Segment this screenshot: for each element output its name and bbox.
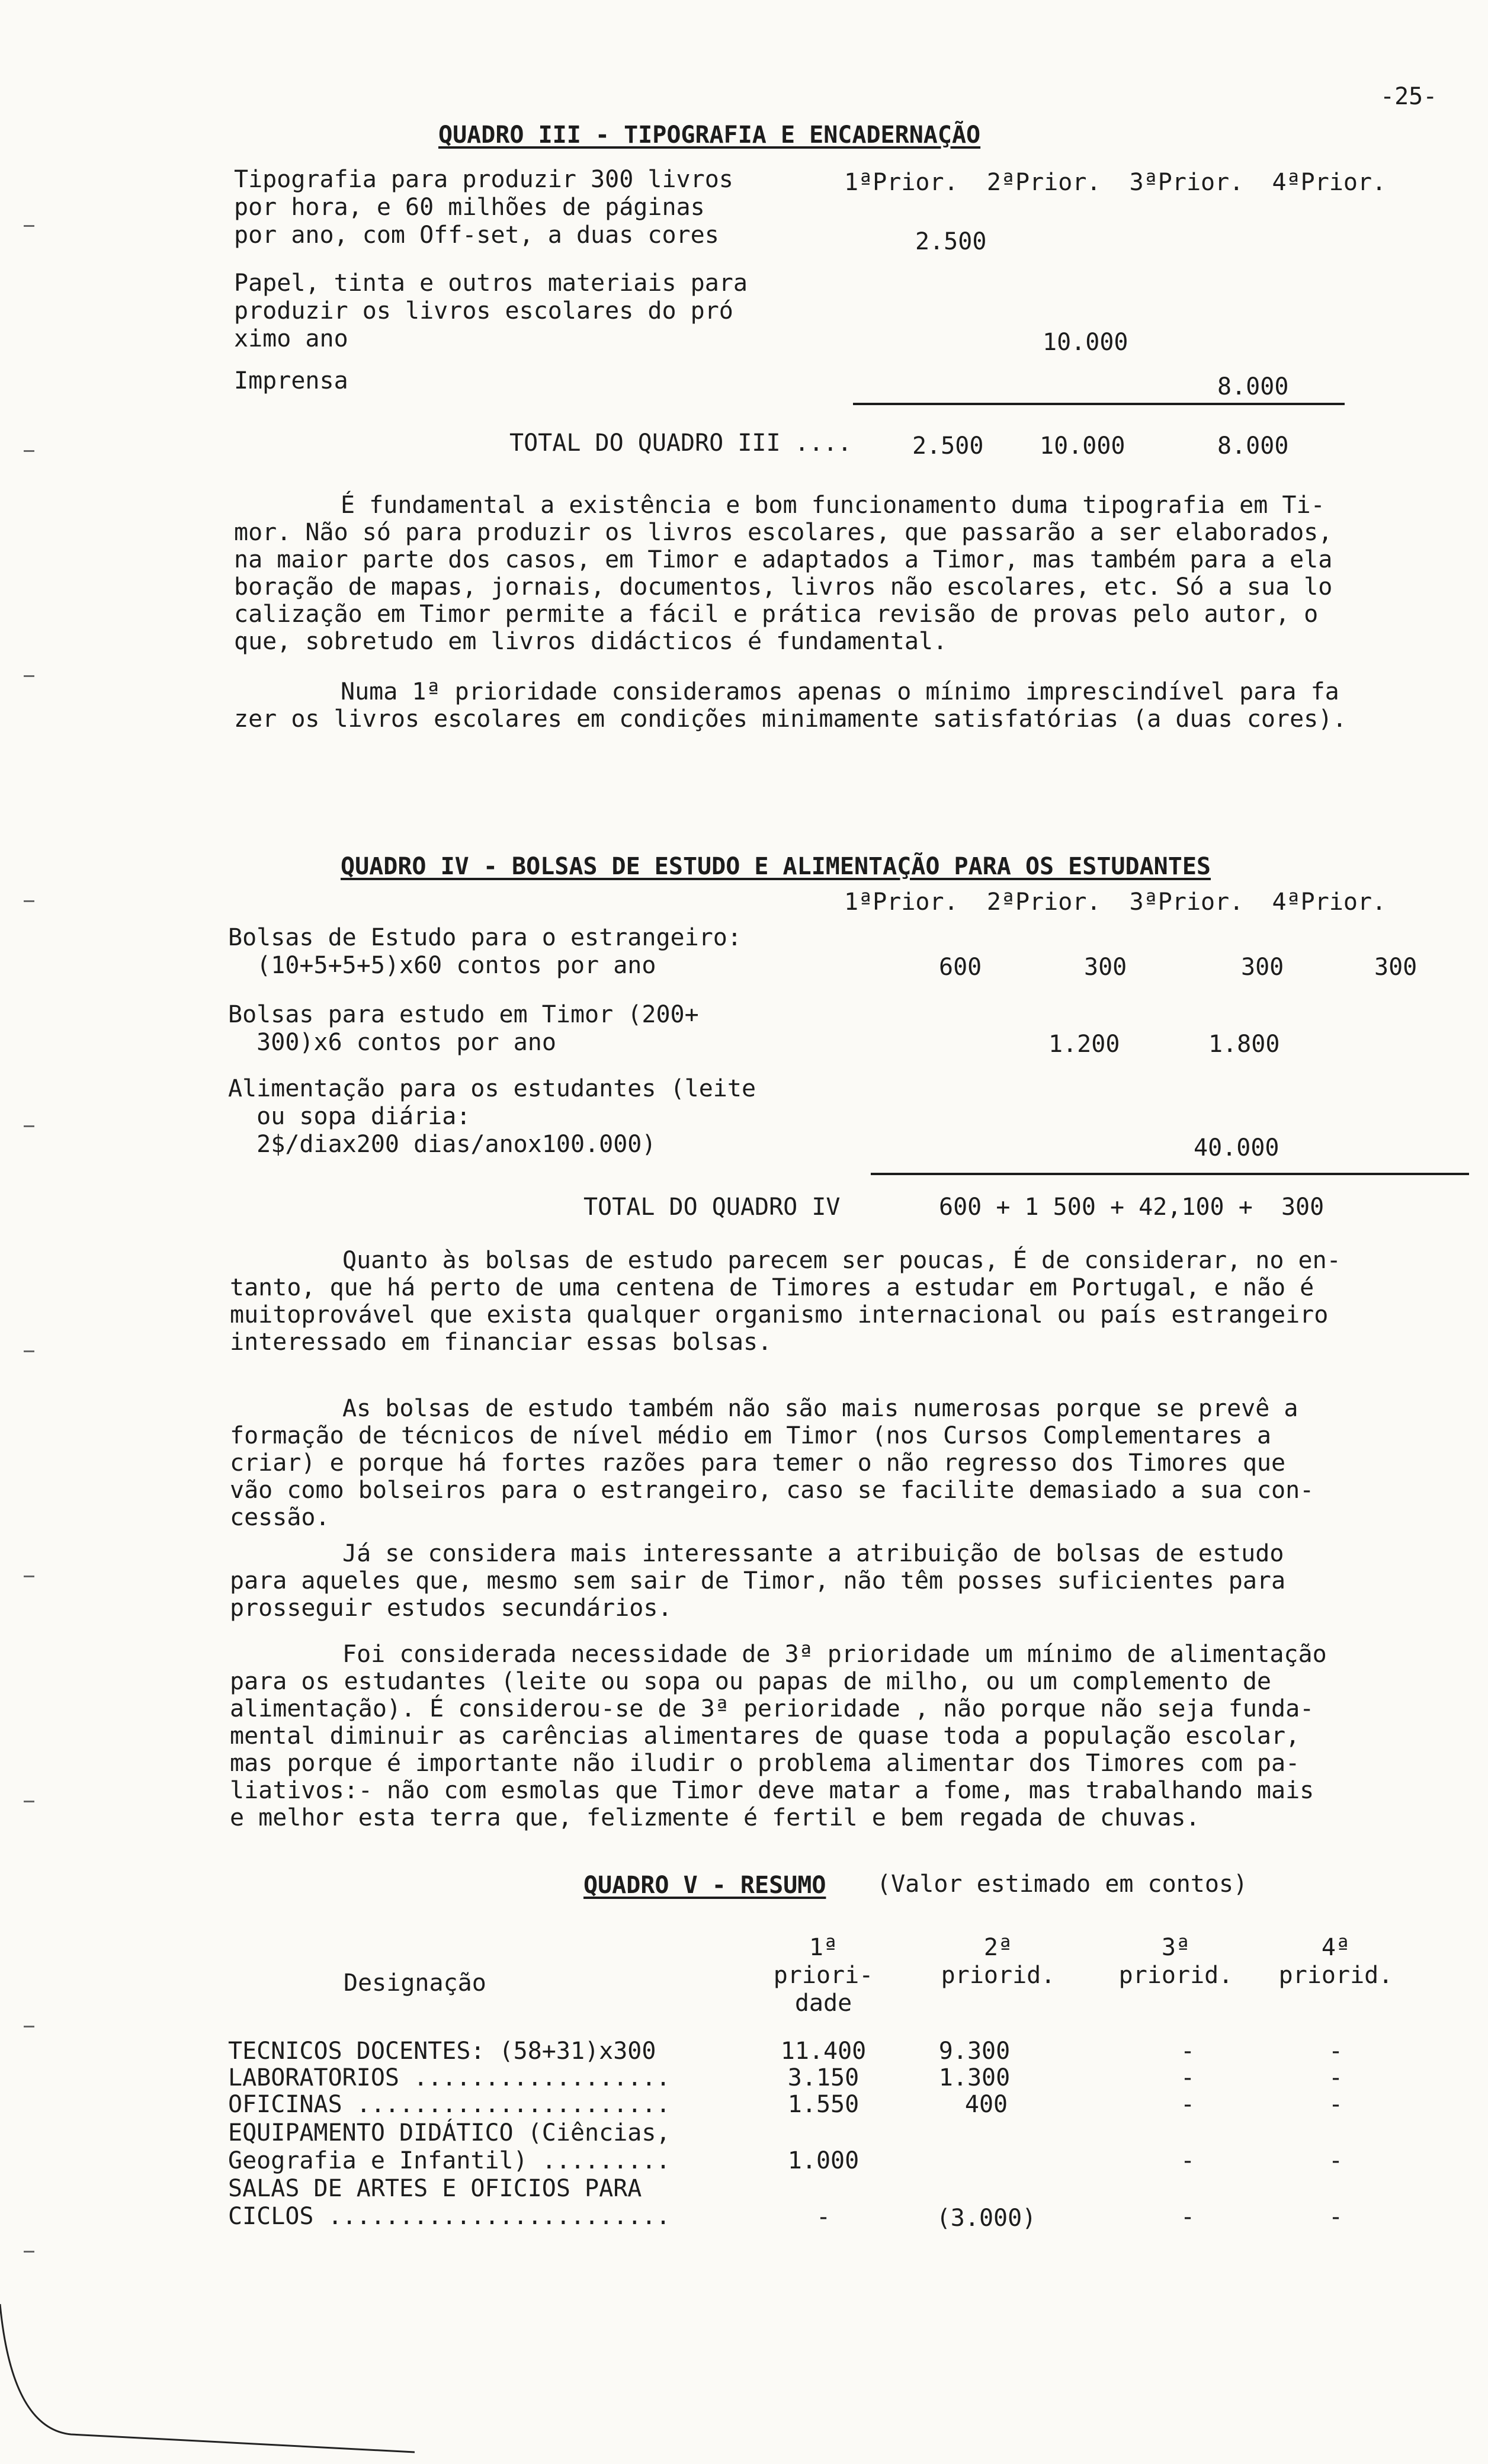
q3-total-1: 2.500: [912, 432, 984, 460]
q3-paragraph-2: Numa 1ª prioridade consideramos apenas o mínimo imprescindível para fa zer os livros escolares em condições minimamente satisfatórias (a duas cores).: [234, 678, 1347, 733]
q4-total-rule: [871, 1173, 1469, 1175]
margin-mark: [24, 450, 34, 452]
page-edge-curve: [0, 2298, 415, 2464]
q5-row-v1: -: [816, 2203, 831, 2231]
quadro-v-subtitle: (Valor estimado em contos): [877, 1871, 1248, 1898]
q5-row-v3: -: [1180, 2038, 1195, 2065]
q5-row-v3: -: [1180, 2203, 1195, 2231]
margin-mark: [24, 1350, 34, 1352]
quadro-iii-title: QUADRO III - TIPOGRAFIA E ENCADERNAÇÃO: [438, 121, 981, 149]
q5-row-label: TECNICOS DOCENTES: (58+31)x300: [228, 2038, 656, 2065]
q4-row-value: 300: [1374, 954, 1418, 981]
margin-mark: [24, 900, 34, 902]
q3-row-value: 8.000: [1217, 373, 1289, 400]
q4-paragraph-1: Quanto às bolsas de estudo parecem ser poucas, É de considerar, no en- tanto, que há perto de uma centena de Timores a estudar em Portugal, e não é muitoprovável que exista qualquer organismo internacional ou país estrangeiro interessado em financiar essas bolsas.: [230, 1247, 1341, 1356]
q5-row-v2: 9.300: [938, 2038, 1011, 2065]
q3-row-value: 2.500: [915, 228, 987, 255]
q5-row-v4: -: [1328, 2147, 1343, 2174]
q4-row-label: Alimentação para os estudantes (leite ou sopa diária: 2$/diax200 dias/anox100.000): [228, 1075, 756, 1158]
q4-row-value: 300: [1084, 954, 1127, 981]
q3-row-label: Imprensa: [234, 367, 348, 394]
q3-total-rule: [853, 403, 1345, 405]
q5-row-v3: -: [1180, 2064, 1195, 2091]
q3-total-3: 8.000: [1217, 432, 1289, 460]
q5-row-v3: -: [1180, 2091, 1195, 2118]
q4-row-value: 1.200: [1048, 1031, 1120, 1058]
margin-mark: [24, 1125, 34, 1127]
q5-row-v4: -: [1328, 2091, 1343, 2118]
margin-mark: [24, 675, 34, 677]
q5-row-v4: -: [1328, 2203, 1343, 2231]
q5-row-v1: 1.550: [787, 2091, 860, 2118]
margin-mark: [24, 225, 34, 227]
page-number: -25-: [1380, 83, 1438, 110]
q5-row-v4: -: [1328, 2064, 1343, 2091]
q5-row-v2: 1.300: [938, 2064, 1011, 2091]
q4-row-label: Bolsas para estudo em Timor (200+ 300)x6 contos por ano: [228, 1001, 699, 1056]
quadro-iii-priorities: 1ªPrior. 2ªPrior. 3ªPrior. 4ªPrior.: [844, 169, 1387, 196]
q5-col-designacao: Designação: [344, 1969, 486, 1997]
q5-row-v1: 11.400: [780, 2038, 867, 2065]
q4-row-value: 40.000: [1194, 1134, 1279, 1162]
q4-paragraph-4: Foi considerada necessidade de 3ª prioridade um mínimo de alimentação para os estudantes (leite ou sopa ou papas de milho, ou um complemento de alimentação). É considerou-se de 3ª perioridade , não porque não seja funda- mental diminuir as carências alimentares de quase toda a população escolar, mas porque é importante não iludir o problema alimentar dos Timores com pa- liativos:- não com esmolas que Timor deve matar a fome, mas trabalhando mais e melhor esta terra que, felizmente é fertil e bem regada de chuvas.: [230, 1641, 1327, 1831]
q5-row-v1: 1.000: [787, 2147, 860, 2174]
q3-row-label: Papel, tinta e outros materiais para produzir os livros escolares do pró ximo ano: [234, 270, 748, 352]
q5-row-label: SALAS DE ARTES E OFICIOS PARA CICLOS ........................: [228, 2175, 671, 2230]
q4-paragraph-2: As bolsas de estudo também não são mais numerosas porque se prevê a formação de técnicos de nível médio em Timor (nos Cursos Complementares a criar) e porque há fortes razões para temer o não regresso dos Timores que vão como bolseiros para o estrangeiro, caso se facilite demasiado a sua con- cessão.: [230, 1395, 1314, 1531]
q5-col-4: 4ª priorid.: [1278, 1934, 1393, 1989]
q3-total-2: 10.000: [1040, 432, 1125, 460]
margin-mark: [24, 2026, 34, 2027]
quadro-v-title: QUADRO V - RESUMO: [583, 1872, 826, 1899]
q4-total-values: 600 + 1 500 + 42,100 + 300: [939, 1194, 1325, 1221]
q5-col-1: 1ª priori- dade: [773, 1934, 874, 2017]
quadro-iv-priorities: 1ªPrior. 2ªPrior. 3ªPrior. 4ªPrior.: [844, 888, 1387, 916]
q5-row-label: OFICINAS ......................: [228, 2091, 671, 2118]
q5-row-v1: 3.150: [787, 2064, 860, 2091]
q3-row-label: Tipografia para produzir 300 livros por hora, e 60 milhões de páginas por ano, com Off-set, a duas cores: [234, 166, 733, 249]
q5-row-v2: (3.000): [936, 2205, 1037, 2232]
q4-row-value: 1.800: [1208, 1031, 1280, 1058]
q5-col-3: 3ª priorid.: [1118, 1934, 1233, 1989]
q5-row-label: EQUIPAMENTO DIDÁTICO (Ciências, Geografia e Infantil) .........: [228, 2119, 671, 2174]
q4-row-label: Bolsas de Estudo para o estrangeiro: (10+5+5+5)x60 contos por ano: [228, 924, 742, 979]
margin-mark: [24, 1801, 34, 1802]
margin-mark: [24, 1576, 34, 1577]
q5-row-v3: -: [1180, 2147, 1195, 2174]
q5-col-2: 2ª priorid.: [941, 1934, 1056, 1989]
q4-paragraph-3: Já se considera mais interessante a atribuição de bolsas de estudo para aqueles que, mesmo sem sair de Timor, não têm posses suficientes para prosseguir estudos secundários.: [230, 1540, 1286, 1622]
q4-row-value: 300: [1241, 954, 1284, 981]
margin-mark: [24, 2251, 34, 2253]
q5-row-v4: -: [1328, 2038, 1343, 2065]
q4-row-value: 600: [939, 954, 982, 981]
q3-paragraph-1: É fundamental a existência e bom funcionamento duma tipografia em Ti- mor. Não só para produzir os livros escolares, que passarão a ser elaborados, na maior parte dos casos, em Timor e adaptados a Timor, mas também para a ela boração de mapas, jornais, documentos, livros não escolares, etc. Só a sua lo calização em Timor permite a fácil e prática revisão de provas pelo autor, o que, sobretudo em livros didácticos é fundamental.: [234, 492, 1333, 655]
q4-total-label: TOTAL DO QUADRO IV: [583, 1194, 841, 1221]
q5-row-v2: 400: [964, 2091, 1008, 2118]
q3-total-label: TOTAL DO QUADRO III ....: [509, 429, 852, 457]
quadro-iv-title: QUADRO IV - BOLSAS DE ESTUDO E ALIMENTAÇÃO PARA OS ESTUDANTES: [341, 853, 1211, 880]
q5-row-label: LABORATORIOS ..................: [228, 2064, 671, 2091]
q3-row-value: 10.000: [1043, 329, 1128, 356]
